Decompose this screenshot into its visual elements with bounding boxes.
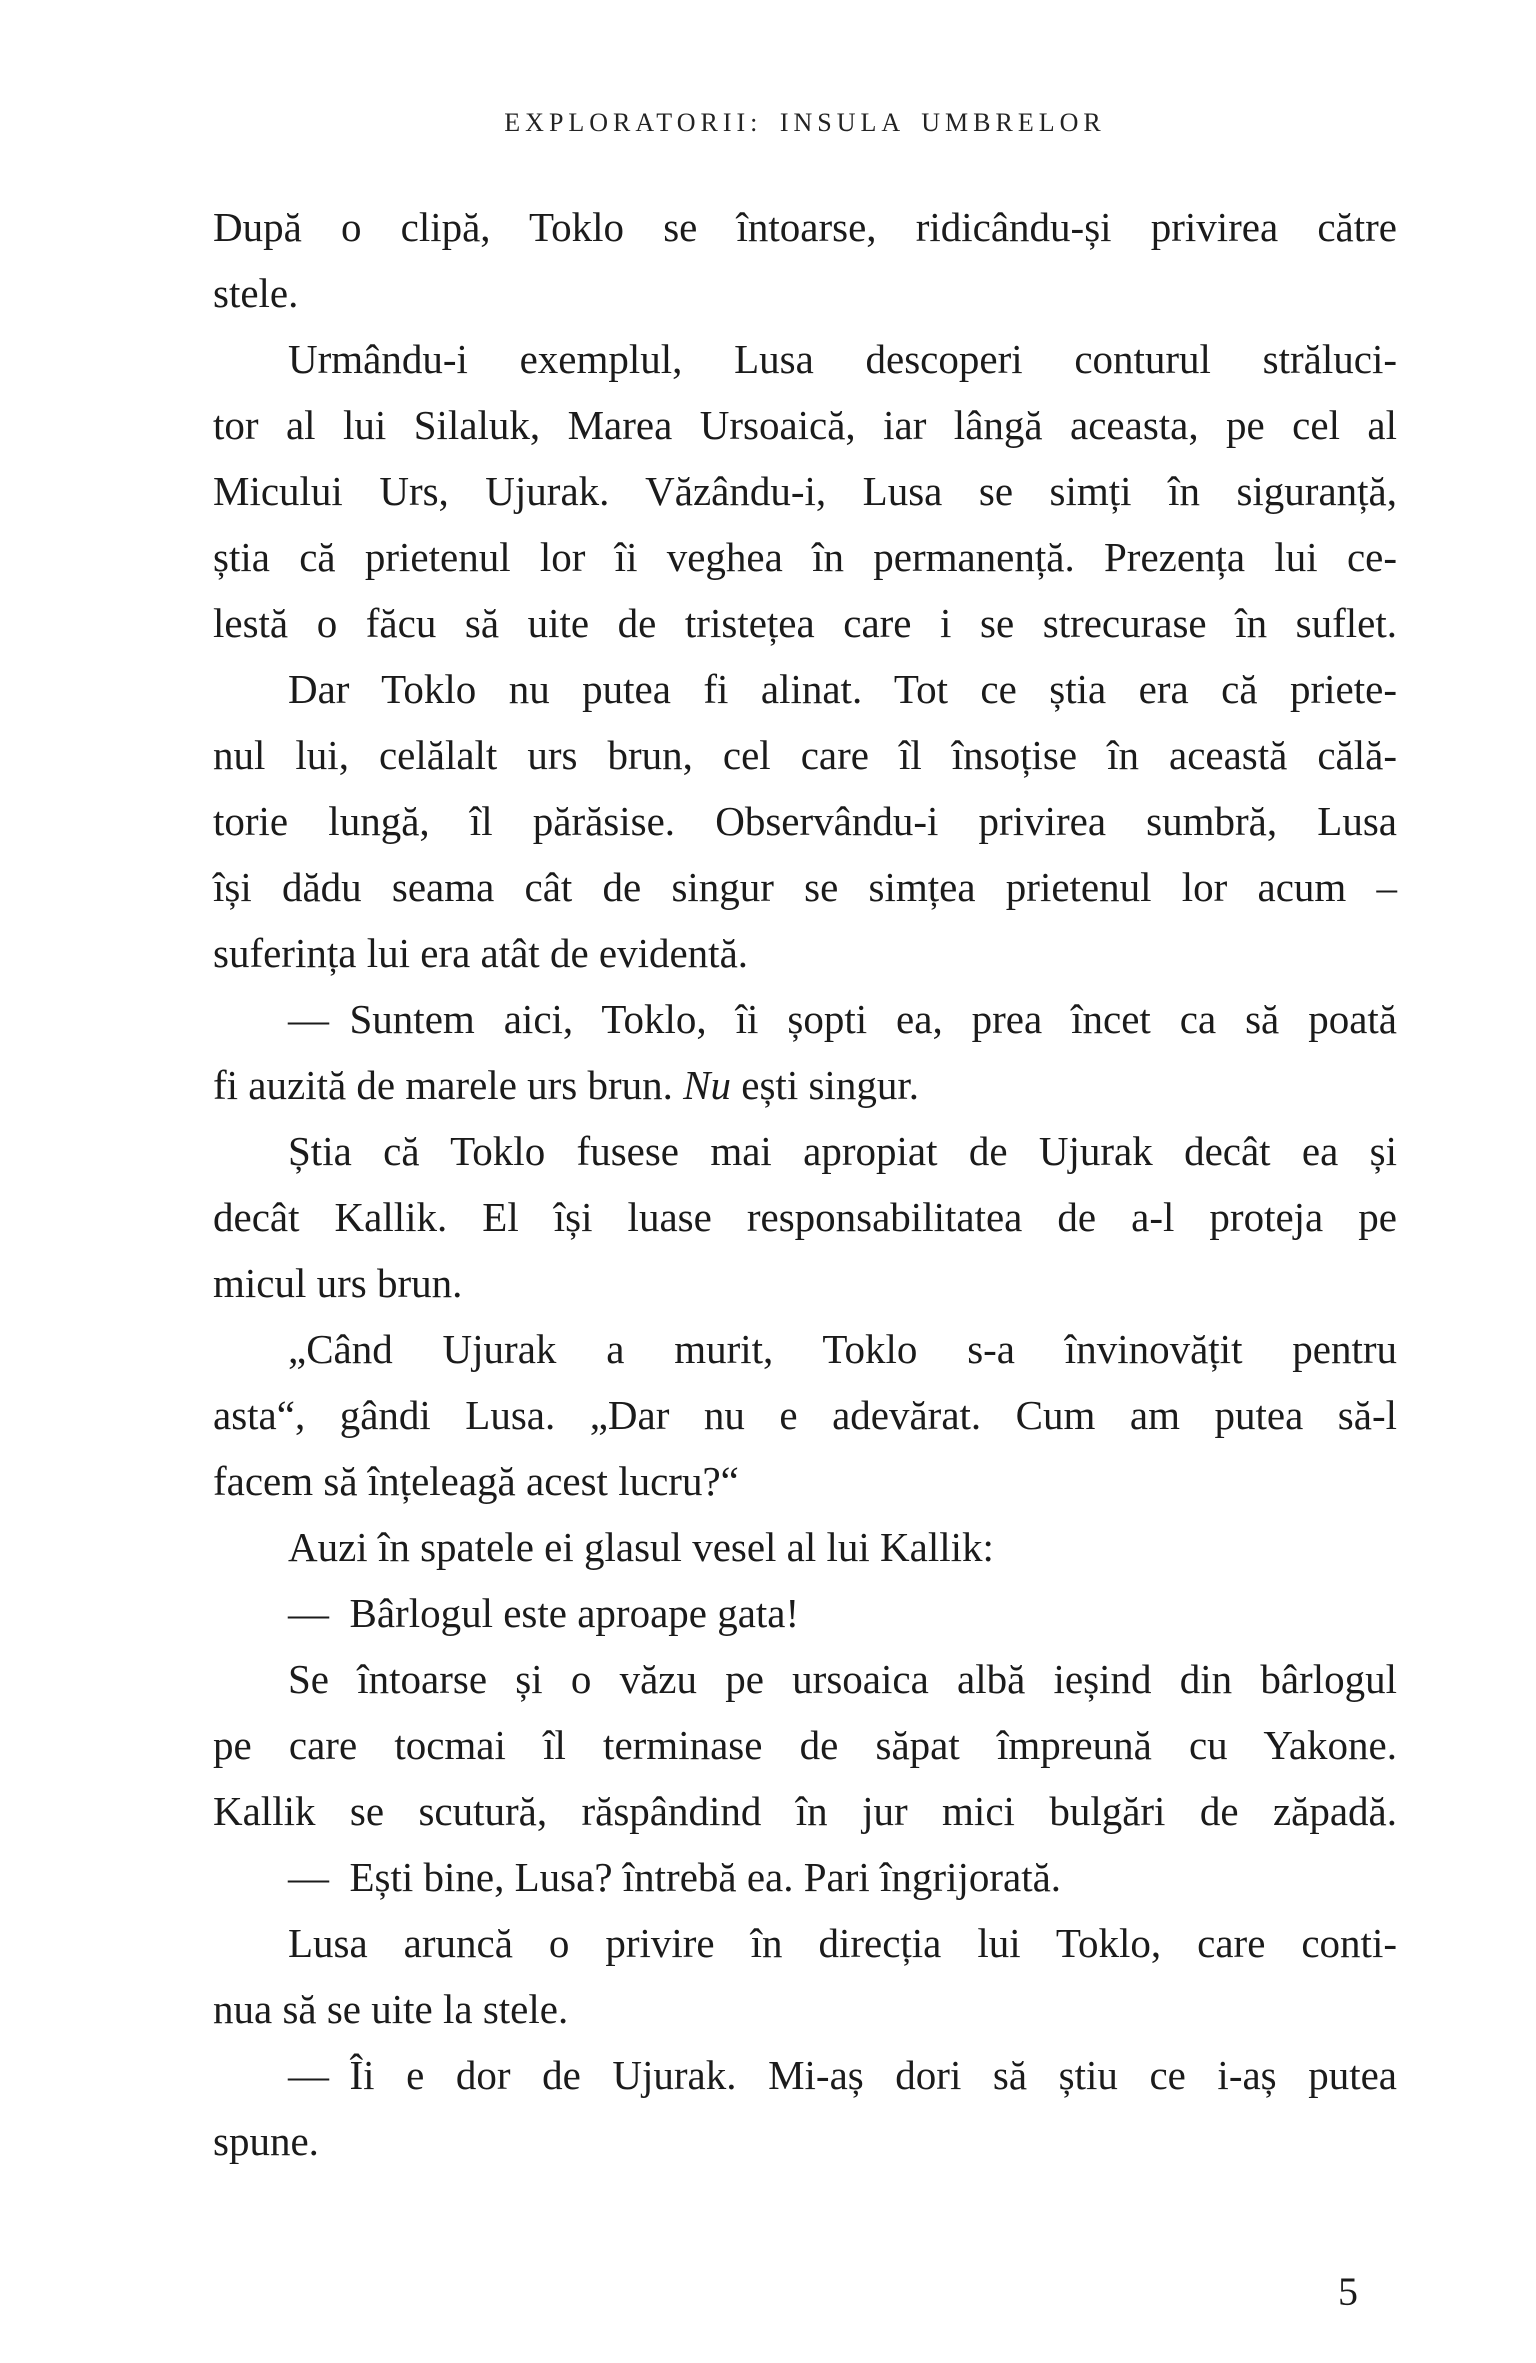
text-line	[213, 986, 1397, 1052]
running-header: EXPLORATORII: INSULA UMBRELOR	[504, 108, 1106, 137]
text-line	[213, 590, 1397, 656]
text-line	[213, 1448, 1397, 1514]
text-segment: torie lungă, îl părăsise. Observându-i privirea sumbră, Lusa	[213, 798, 1397, 844]
text-segment: știa că prietenul lor îi veghea în permanență. Prezența lui ce-	[213, 534, 1397, 580]
text-segment: Dar Toklo nu putea fi alinat. Tot ce știa era că priete-	[288, 666, 1397, 712]
text-segment: decât Kallik. El își luase responsabilitatea de a-l proteja pe	[213, 1194, 1397, 1240]
text-line	[213, 326, 1397, 392]
text-segment: Micului Urs, Ujurak. Văzându-i, Lusa se simți în siguranță,	[213, 468, 1397, 514]
text-segment: După o clipă, Toklo se întoarse, ridicându-și privirea către	[213, 204, 1397, 250]
text-segment: „Când Ujurak a murit, Toklo s-a învinovățit pentru	[288, 1326, 1397, 1372]
text-line	[213, 1514, 1397, 1580]
paragraph	[213, 1844, 1397, 1910]
text-line	[213, 1052, 1397, 1118]
text-line	[213, 1844, 1397, 1910]
text-line	[213, 260, 1397, 326]
paragraph	[213, 1646, 1397, 1844]
text-line	[213, 2108, 1397, 2174]
paragraph	[213, 2042, 1397, 2174]
text-segment: suferința lui era atât de evidentă.	[213, 930, 749, 976]
paragraph	[213, 326, 1397, 656]
paragraph	[213, 986, 1397, 1118]
text-line	[213, 524, 1397, 590]
text-line	[213, 392, 1397, 458]
text-segment: Lusa aruncă o privire în direcția lui Toklo, care conti-	[288, 1920, 1397, 1966]
text-segment: — Suntem aici, Toklo, îi șopti ea, prea încet ca să poată	[288, 996, 1397, 1042]
text-line	[213, 194, 1397, 260]
paragraph	[213, 1118, 1397, 1316]
text-segment: Auzi în spatele ei glasul vesel al lui Kallik:	[288, 1524, 994, 1570]
paragraph	[213, 1316, 1397, 1514]
text-segment: ești singur.	[731, 1062, 919, 1108]
text-line	[213, 1184, 1397, 1250]
text-line	[213, 656, 1397, 722]
text-segment: fi auzită de marele urs brun.	[213, 1062, 684, 1108]
paragraph	[213, 194, 1397, 326]
text-segment: micul urs brun.	[213, 1260, 463, 1306]
text-line	[213, 788, 1397, 854]
text-line	[213, 1976, 1397, 2042]
text-line	[213, 1382, 1397, 1448]
page-number: 5	[1338, 2269, 1358, 2314]
text-segment: Urmându-i exemplul, Lusa descoperi conturul străluci-	[288, 336, 1397, 382]
text-line	[213, 1712, 1397, 1778]
text-line	[213, 1250, 1397, 1316]
text-segment: facem să înțeleagă acest lucru?“	[213, 1458, 739, 1504]
text-segment: pe care tocmai îl terminase de săpat împreună cu Yakone.	[213, 1722, 1397, 1768]
text-segment: Se întoarse și o văzu pe ursoaica albă ieșind din bârlogul	[288, 1656, 1397, 1702]
text-segment: nua să se uite la stele.	[213, 1986, 569, 2032]
paragraph	[213, 656, 1397, 986]
paragraph	[213, 1910, 1397, 2042]
text-line	[213, 1910, 1397, 1976]
text-line	[213, 1580, 1397, 1646]
text-segment: spune.	[213, 2118, 319, 2164]
text-segment: Știa că Toklo fusese mai apropiat de Ujurak decât ea și	[288, 1128, 1397, 1174]
text-line	[213, 722, 1397, 788]
text-line	[213, 920, 1397, 986]
text-segment: — Bârlogul este aproape gata!	[288, 1590, 800, 1636]
text-segment: își dădu seama cât de singur se simțea prietenul lor acum –	[213, 864, 1397, 910]
text-segment: tor al lui Silaluk, Marea Ursoaică, iar lângă aceasta, pe cel al	[213, 402, 1397, 448]
text-line	[213, 2042, 1397, 2108]
text-line	[213, 1118, 1397, 1184]
text-segment: nul lui, celălalt urs brun, cel care îl însoțise în această călă-	[213, 732, 1397, 778]
text-segment: — Îi e dor de Ujurak. Mi-aș dori să știu ce i-aș putea	[288, 2052, 1397, 2098]
text-line	[213, 854, 1397, 920]
text-line	[213, 458, 1397, 524]
text-line	[213, 1316, 1397, 1382]
paragraph	[213, 1580, 1397, 1646]
paragraph	[213, 1514, 1397, 1580]
text-line	[213, 1646, 1397, 1712]
text-segment: stele.	[213, 270, 299, 316]
text-segment: Kallik se scutură, răspândind în jur mici bulgări de zăpadă.	[213, 1788, 1397, 1834]
text-segment: — Ești bine, Lusa? întrebă ea. Pari îngrijorată.	[288, 1854, 1062, 1900]
text-segment: asta“, gândi Lusa. „Dar nu e adevărat. Cum am putea să-l	[213, 1392, 1397, 1438]
text-segment: lestă o făcu să uite de tristețea care i se strecurase în suflet.	[213, 600, 1397, 646]
emphasized-text: Nu	[683, 1062, 732, 1108]
body-text	[213, 194, 1397, 2174]
text-line	[213, 1778, 1397, 1844]
